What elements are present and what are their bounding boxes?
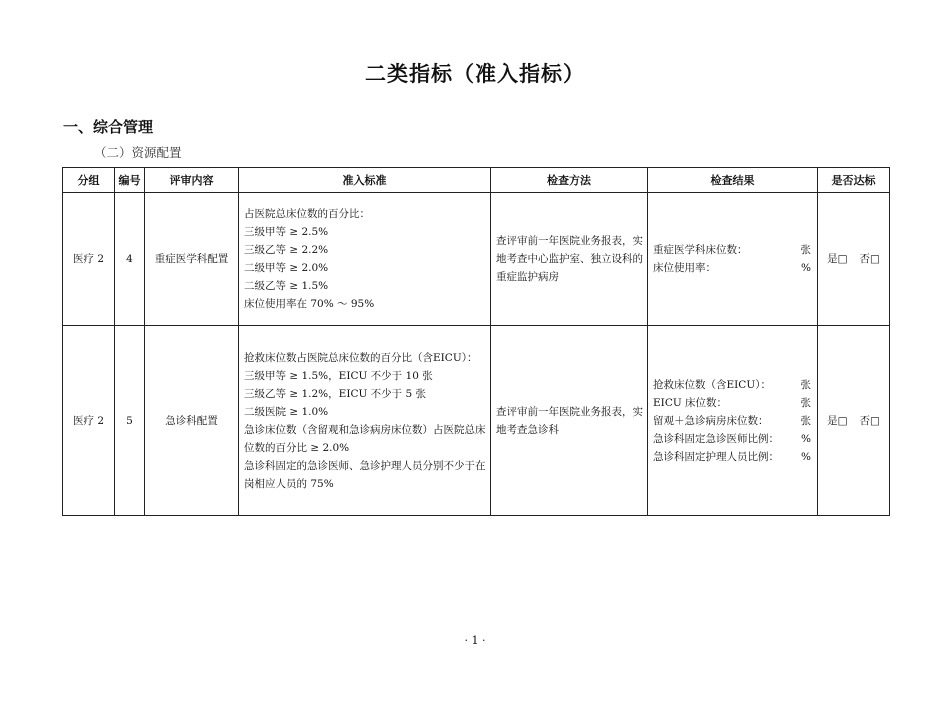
table-header-row <box>63 168 890 193</box>
cell-content: 急诊科配置 <box>145 326 239 516</box>
header-compliance: 是否达标 <box>818 168 890 193</box>
table-row <box>63 326 890 516</box>
cell-method: 查评审前一年医院业务报表，实地考查急诊科 <box>491 326 648 516</box>
header-content: 评审内容 <box>145 168 239 193</box>
result-line <box>653 376 811 394</box>
result-unit: 张 <box>800 378 811 391</box>
cell-number: 4 <box>115 193 145 326</box>
cell-result <box>648 193 818 326</box>
result-label: 急诊科固定护理人员比例： <box>653 450 779 463</box>
yes-checkbox[interactable]: 是□ <box>827 414 848 427</box>
cell-standard <box>239 326 491 516</box>
result-line <box>653 448 811 466</box>
criteria-table <box>62 167 890 516</box>
result-label: 重症医学科床位数： <box>653 244 748 256</box>
header-result: 检查结果 <box>648 168 818 193</box>
result-label: EICU 床位数： <box>653 396 728 409</box>
result-unit: % <box>801 432 811 445</box>
cell-group: 医疗 2 <box>63 193 115 326</box>
header-group: 分组 <box>63 168 115 193</box>
standard-line: 三级乙等 ≥ 1.2%，EICU 不少于 5 张 <box>244 387 427 400</box>
standard-line: 占医院总床位数的百分比： <box>244 208 370 220</box>
cell-standard <box>239 193 491 326</box>
yes-checkbox[interactable]: 是□ <box>827 253 848 265</box>
standard-line: 急诊床位数（含留观和急诊病房床位数）占医院总床位数的百分比 ≥ 2.0% <box>244 423 486 454</box>
cell-group: 医疗 2 <box>63 326 115 516</box>
cell-method: 查评审前一年医院业务报表，实地考查中心监护室、独立设科的重症监护病房 <box>491 193 648 326</box>
standard-line: 二级甲等 ≥ 2.0% <box>244 262 329 274</box>
result-unit: % <box>801 262 811 274</box>
result-line <box>653 430 811 448</box>
header-standard: 准入标准 <box>239 168 491 193</box>
standard-line: 三级甲等 ≥ 2.5% <box>244 226 329 238</box>
result-label: 床位使用率： <box>653 262 716 274</box>
result-label: 急诊科固定急诊医师比例： <box>653 432 779 445</box>
standard-line: 急诊科固定的急诊医师、急诊护理人员分别不少于在岗相应人员的 75% <box>244 459 486 490</box>
standard-line: 三级甲等 ≥ 1.5%，EICU 不少于 10 张 <box>244 369 433 382</box>
result-unit: 张 <box>800 414 811 427</box>
cell-compliance <box>818 326 890 516</box>
result-line <box>653 394 811 412</box>
standard-line: 床位使用率在 70% ～ 95% <box>244 298 375 310</box>
cell-number: 5 <box>115 326 145 516</box>
standard-line: 二级乙等 ≥ 1.5% <box>244 280 329 292</box>
standard-line: 抢救床位数占医院总床位数的百分比（含EICU）： <box>244 351 478 364</box>
section-heading: 一、综合管理 <box>63 118 154 136</box>
result-label: 留观＋急诊病房床位数： <box>653 414 769 427</box>
page-title: 二类指标（准入指标） <box>365 62 585 86</box>
cell-content: 重症医学科配置 <box>145 193 239 326</box>
standard-line: 三级乙等 ≥ 2.2% <box>244 244 329 256</box>
result-unit: 张 <box>800 396 811 409</box>
cell-result <box>648 326 818 516</box>
result-line <box>653 412 811 430</box>
result-unit: 张 <box>800 244 811 256</box>
page-number: · 1 · <box>464 634 486 647</box>
subsection-heading: （二）资源配置 <box>94 145 182 160</box>
result-line <box>653 259 811 277</box>
header-method: 检查方法 <box>491 168 648 193</box>
result-unit: % <box>801 450 811 463</box>
no-checkbox[interactable]: 否□ <box>859 414 880 427</box>
no-checkbox[interactable]: 否□ <box>859 253 880 265</box>
cell-compliance <box>818 193 890 326</box>
standard-line: 二级医院 ≥ 1.0% <box>244 405 329 418</box>
header-number: 编号 <box>115 168 145 193</box>
result-line <box>653 241 811 259</box>
table-row <box>63 193 890 326</box>
result-label: 抢救床位数（含EICU）： <box>653 378 771 391</box>
